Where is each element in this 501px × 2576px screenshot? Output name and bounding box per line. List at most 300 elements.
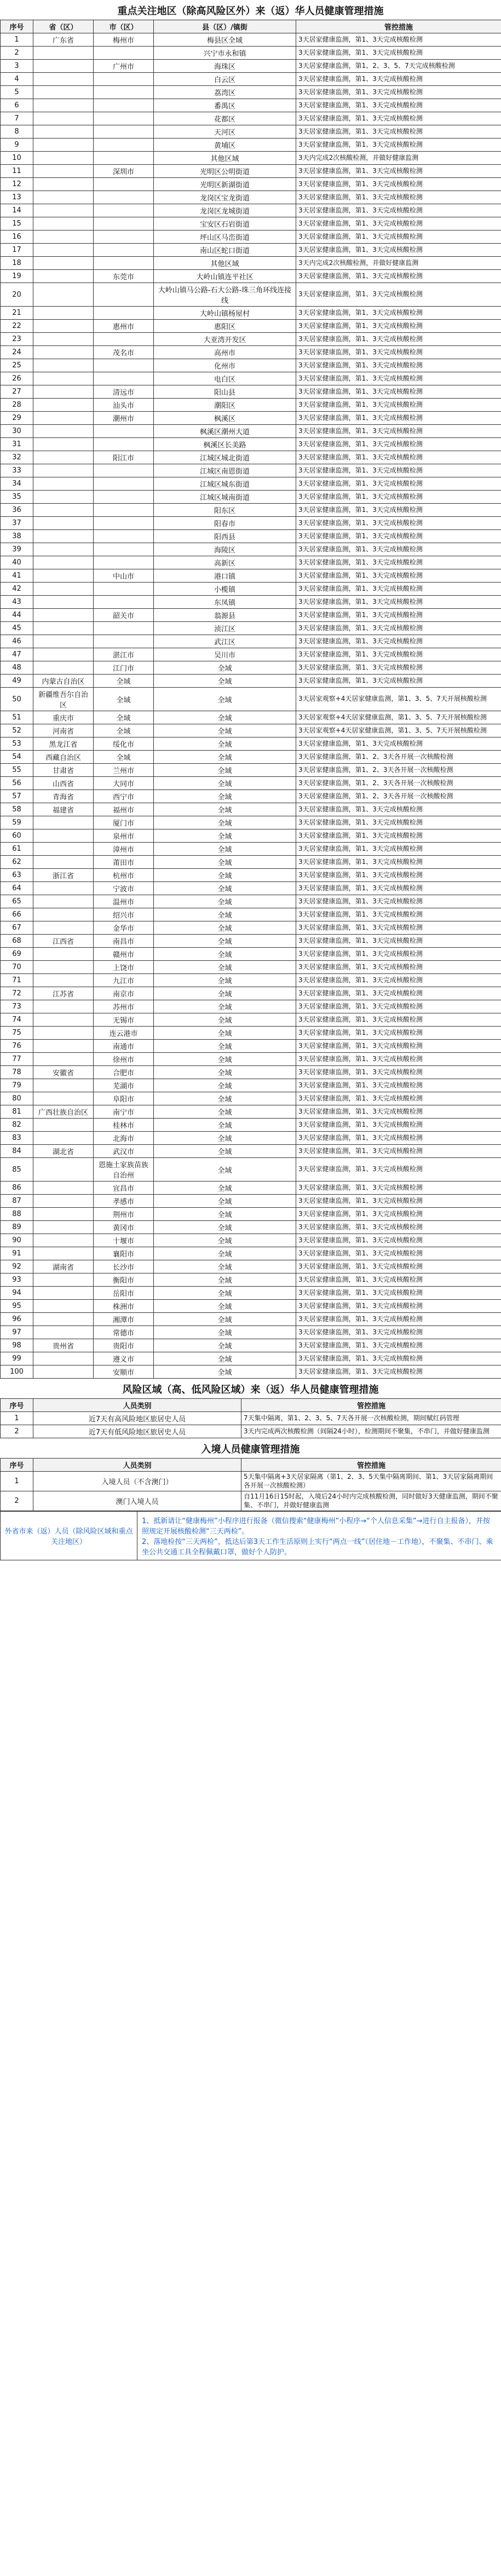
row-province — [33, 86, 94, 99]
row-measure: 3天居家健康监测，第1、3天完成核酸检测 — [296, 622, 501, 635]
row-no: 41 — [1, 569, 33, 583]
row-city: 福州市 — [94, 803, 154, 816]
row-measure: 3天居家健康监测，第1、3天完成核酸检测 — [296, 359, 501, 372]
row-city: 连云港市 — [94, 1027, 154, 1040]
table-row — [1, 609, 501, 622]
row-measure: 3天居家健康监测，第1、3天完成核酸检测 — [296, 112, 501, 125]
row-province: 新疆维吾尔自治区 — [33, 688, 94, 711]
row-measure: 3天居家观察+4天居家健康监测，第1、3、5、7天开展核酸检测 — [296, 688, 501, 711]
row-county: 阳山县 — [154, 385, 296, 399]
row-province — [33, 244, 94, 257]
table-row — [1, 530, 501, 543]
row-no: 14 — [1, 204, 33, 217]
table-row — [1, 477, 501, 491]
row-province — [33, 569, 94, 583]
row-no: 76 — [1, 1040, 33, 1053]
row-city: 莆田市 — [94, 856, 154, 869]
row-province — [33, 464, 94, 477]
row-county: 全域 — [154, 1092, 296, 1105]
row-measure: 3天内完成2次核酸检测，并做好健康监测 — [296, 257, 501, 270]
row-city: 宁波市 — [94, 882, 154, 895]
row-measure: 3天居家健康监测，第1、3天完成核酸检测 — [296, 230, 501, 244]
row-city: 湛江市 — [94, 648, 154, 661]
row-province — [33, 359, 94, 372]
row-no: 46 — [1, 635, 33, 648]
row-county: 全域 — [154, 1182, 296, 1195]
row-county: 全域 — [154, 856, 296, 869]
row-measure: 3天居家健康监测，第1、3天完成核酸检测 — [296, 596, 501, 609]
row-no: 42 — [1, 583, 33, 596]
row-province — [33, 191, 94, 204]
table-row — [1, 1013, 501, 1027]
row-province: 河南省 — [33, 724, 94, 737]
row-province — [33, 635, 94, 648]
row-measure: 3天居家健康监测，第1、2、3天各开展一次核酸检测 — [296, 777, 501, 790]
row-measure: 7天集中隔离，第1、2、3、5、7天各开展一次核酸检测，期间赋红码管理 — [241, 1412, 501, 1425]
row-measure: 3天居家健康监测，第1、3天完成核酸检测 — [296, 1287, 501, 1300]
row-province — [33, 1326, 94, 1339]
row-county: 全域 — [154, 908, 296, 921]
table-row — [1, 1182, 501, 1195]
table-row — [1, 517, 501, 530]
row-no: 50 — [1, 688, 33, 711]
row-county: 江城区城南街道 — [154, 491, 296, 504]
row-no: 52 — [1, 724, 33, 737]
row-county: 江城区城北街道 — [154, 451, 296, 464]
row-county: 宝安区石岩街道 — [154, 217, 296, 230]
row-province — [33, 1365, 94, 1379]
table-row — [1, 1412, 501, 1425]
row-county: 全域 — [154, 1145, 296, 1158]
row-province — [33, 882, 94, 895]
row-measure: 3天内完成2次核酸检测，并做好健康监测 — [296, 152, 501, 165]
notes-table — [0, 1511, 501, 1560]
row-city — [94, 333, 154, 346]
row-county: 全域 — [154, 935, 296, 948]
row-measure: 3天内完成两次核酸检测（间隔24小时），检测期间不聚集，不串门，并做好健康监测 — [241, 1425, 501, 1438]
row-county: 全域 — [154, 1158, 296, 1182]
row-county: 全域 — [154, 816, 296, 829]
row-city: 贵阳市 — [94, 1339, 154, 1352]
row-no: 51 — [1, 711, 33, 724]
row-county: 全域 — [154, 948, 296, 961]
row-county: 全域 — [154, 1066, 296, 1079]
risk-table-body — [1, 1412, 501, 1438]
row-county: 阳东区 — [154, 504, 296, 517]
row-no: 2 — [1, 1425, 33, 1438]
row-county: 全域 — [154, 1300, 296, 1313]
row-county: 全域 — [154, 1260, 296, 1273]
row-city — [94, 244, 154, 257]
table-row — [1, 882, 501, 895]
row-no: 10 — [1, 152, 33, 165]
row-county: 全域 — [154, 1208, 296, 1221]
row-no: 93 — [1, 1273, 33, 1287]
row-province — [33, 1092, 94, 1105]
row-city: 阳江市 — [94, 451, 154, 464]
row-province: 青海省 — [33, 790, 94, 803]
row-measure: 3天居家健康监测，第1、3天完成核酸检测 — [296, 1119, 501, 1132]
table-row — [1, 556, 501, 569]
table-row — [1, 711, 501, 724]
table-row — [1, 230, 501, 244]
row-no: 47 — [1, 648, 33, 661]
row-county: 全域 — [154, 1287, 296, 1300]
row-no: 5 — [1, 86, 33, 99]
row-no: 2 — [1, 47, 33, 60]
row-no: 49 — [1, 675, 33, 688]
row-city: 黄冈市 — [94, 1221, 154, 1234]
row-county: 全域 — [154, 1053, 296, 1066]
row-no: 37 — [1, 517, 33, 530]
table-row — [1, 1260, 501, 1273]
row-province: 广东省 — [33, 33, 94, 47]
row-county: 光明区公明街道 — [154, 165, 296, 178]
row-no: 94 — [1, 1287, 33, 1300]
row-province: 广西壮族自治区 — [33, 1105, 94, 1119]
row-province — [33, 1313, 94, 1326]
row-province — [33, 829, 94, 843]
row-measure: 3天居家健康监测，第1、3天完成核酸检测 — [296, 333, 501, 346]
row-province — [33, 556, 94, 569]
row-county: 枫溪区 — [154, 412, 296, 425]
table-row — [1, 675, 501, 688]
row-province — [33, 257, 94, 270]
row-measure: 3天居家健康监测，第1、3天完成核酸检测 — [296, 270, 501, 283]
row-county: 全域 — [154, 777, 296, 790]
row-city — [94, 178, 154, 191]
row-no: 88 — [1, 1208, 33, 1221]
row-county: 全域 — [154, 1352, 296, 1365]
row-measure: 3天居家健康监测，第1、3天完成核酸检测 — [296, 412, 501, 425]
row-no: 38 — [1, 530, 33, 543]
table-row — [1, 688, 501, 711]
row-city: 长沙市 — [94, 1260, 154, 1273]
row-county: 全域 — [154, 675, 296, 688]
row-county: 坪山区马峦街道 — [154, 230, 296, 244]
row-measure: 3天居家健康监测，第1、3天完成核酸检测 — [296, 648, 501, 661]
row-city — [94, 438, 154, 451]
row-measure: 3天居家健康监测，第1、3天完成核酸检测 — [296, 675, 501, 688]
table-row — [1, 1053, 501, 1066]
row-measure: 3天居家健康监测，第1、3天完成核酸检测 — [296, 99, 501, 112]
row-city: 潮州市 — [94, 412, 154, 425]
row-no: 22 — [1, 320, 33, 333]
row-county: 天河区 — [154, 125, 296, 139]
row-city: 赣州市 — [94, 948, 154, 961]
table-row — [1, 856, 501, 869]
row-measure: 3天居家健康监测，第1、3天完成核酸检测 — [296, 843, 501, 856]
row-county: 全域 — [154, 829, 296, 843]
row-measure: 5天集中隔离+3天居家隔离（第1、2、3、5天集中隔离期间、第1、3天居家隔离期间各开展一次核酸检测） — [241, 1472, 501, 1491]
row-county: 全域 — [154, 1221, 296, 1234]
row-measure: 3天居家健康监测，第1、3天完成核酸检测 — [296, 737, 501, 751]
row-no: 19 — [1, 270, 33, 283]
row-county: 全域 — [154, 688, 296, 711]
row-city: 湘潭市 — [94, 1313, 154, 1326]
row-province — [33, 583, 94, 596]
risk-areas-table — [0, 1398, 501, 1438]
header-category: 人员类别 — [33, 1399, 241, 1412]
row-province — [33, 425, 94, 438]
table-row — [1, 217, 501, 230]
row-city: 惠州市 — [94, 320, 154, 333]
table-row — [1, 451, 501, 464]
header-category: 人员类别 — [33, 1459, 241, 1472]
row-province: 湖南省 — [33, 1260, 94, 1273]
table-row — [1, 803, 501, 816]
row-city: 合肥市 — [94, 1066, 154, 1079]
row-city: 兰州市 — [94, 764, 154, 777]
row-county: 阳春市 — [154, 517, 296, 530]
row-measure: 3天居家健康监测，第1、3天完成核酸检测 — [296, 517, 501, 530]
row-no: 64 — [1, 882, 33, 895]
row-province — [33, 1000, 94, 1013]
header-measure: 管控措施 — [241, 1459, 501, 1472]
row-province — [33, 609, 94, 622]
row-measure: 3天居家健康监测，第1、3天完成核酸检测 — [296, 1182, 501, 1195]
row-city: 南昌市 — [94, 935, 154, 948]
row-measure: 3天居家健康监测，第1、3天完成核酸检测 — [296, 491, 501, 504]
row-no: 58 — [1, 803, 33, 816]
row-city: 深圳市 — [94, 165, 154, 178]
row-measure: 3天居家健康监测，第1、3天完成核酸检测 — [296, 125, 501, 139]
row-measure: 3天居家健康监测，第1、3天完成核酸检测 — [296, 73, 501, 86]
row-city — [94, 204, 154, 217]
row-city — [94, 230, 154, 244]
row-county: 黄埔区 — [154, 139, 296, 152]
row-measure: 3天居家健康监测，第1、3天完成核酸检测 — [296, 803, 501, 816]
table-row — [1, 346, 501, 359]
focus-areas-table — [0, 20, 501, 1379]
row-measure: 3天居家健康监测，第1、3天完成核酸检测 — [296, 320, 501, 333]
row-measure: 3天居家健康监测，第1、3天完成核酸检测 — [296, 244, 501, 257]
row-county: 全域 — [154, 1195, 296, 1208]
row-measure: 3天居家健康监测，第1、3天完成核酸检测 — [296, 856, 501, 869]
table-row — [1, 244, 501, 257]
row-province: 安徽省 — [33, 1066, 94, 1079]
table-row — [1, 399, 501, 412]
row-province — [33, 125, 94, 139]
row-no: 2 — [1, 1491, 33, 1511]
table-row — [1, 1352, 501, 1365]
row-no: 29 — [1, 412, 33, 425]
row-no: 71 — [1, 974, 33, 987]
row-province — [33, 895, 94, 908]
row-measure: 3天居家健康监测，第1、3天完成核酸检测 — [296, 425, 501, 438]
row-province — [33, 1013, 94, 1027]
table-row — [1, 1040, 501, 1053]
row-city: 茂名市 — [94, 346, 154, 359]
row-county: 全域 — [154, 790, 296, 803]
row-measure: 3天居家健康监测，第1、3天完成核酸检测 — [296, 1313, 501, 1326]
row-county: 全域 — [154, 1079, 296, 1092]
row-county: 全域 — [154, 1040, 296, 1053]
row-city: 苏州市 — [94, 1000, 154, 1013]
row-province: 福建省 — [33, 803, 94, 816]
notes-content — [137, 1512, 501, 1560]
row-no: 17 — [1, 244, 33, 257]
row-city — [94, 491, 154, 504]
row-measure: 3天居家健康监测，第1、3天完成核酸检测 — [296, 1145, 501, 1158]
row-city: 韶关市 — [94, 609, 154, 622]
row-no: 33 — [1, 464, 33, 477]
row-county: 荔湾区 — [154, 86, 296, 99]
row-measure: 3天居家健康监测，第1、3天完成核酸检测 — [296, 204, 501, 217]
row-city: 武汉市 — [94, 1145, 154, 1158]
row-measure: 3天居家健康监测，第1、3天完成核酸检测 — [296, 1326, 501, 1339]
row-county: 翁源县 — [154, 609, 296, 622]
table-row — [1, 1221, 501, 1234]
row-measure: 3天居家健康监测，第1、3天完成核酸检测 — [296, 869, 501, 882]
row-no: 55 — [1, 764, 33, 777]
row-no: 69 — [1, 948, 33, 961]
row-no: 70 — [1, 961, 33, 974]
table-row — [1, 1066, 501, 1079]
row-province — [33, 543, 94, 556]
row-city: 十堰市 — [94, 1234, 154, 1247]
row-no: 74 — [1, 1013, 33, 1027]
row-measure: 3天居家健康监测，第1、3天完成核酸检测 — [296, 1066, 501, 1079]
row-measure: 3天居家健康监测，第1、3天完成核酸检测 — [296, 451, 501, 464]
row-county: 龙岗区龙城街道 — [154, 204, 296, 217]
row-no: 87 — [1, 1195, 33, 1208]
row-measure: 3天居家健康监测，第1、3天完成核酸检测 — [296, 385, 501, 399]
row-county: 全域 — [154, 921, 296, 935]
row-no: 1 — [1, 33, 33, 47]
row-no: 6 — [1, 99, 33, 112]
row-city — [94, 517, 154, 530]
table-row — [1, 320, 501, 333]
table-row — [1, 1472, 501, 1491]
table-row — [1, 165, 501, 178]
row-province — [33, 1053, 94, 1066]
row-measure: 3天居家健康监测，第1、3天完成核酸检测 — [296, 1208, 501, 1221]
table-row — [1, 1365, 501, 1379]
row-city: 恩施土家族苗族自治州 — [94, 1158, 154, 1182]
row-no: 8 — [1, 125, 33, 139]
table-row — [1, 948, 501, 961]
row-no: 4 — [1, 73, 33, 86]
row-city: 温州市 — [94, 895, 154, 908]
row-measure: 3天居家健康监测，第1、3天完成核酸检测 — [296, 438, 501, 451]
row-province — [33, 283, 94, 307]
row-county: 浈江区 — [154, 622, 296, 635]
table-row — [1, 270, 501, 283]
row-measure: 3天居家健康监测，第1、3天完成核酸检测 — [296, 921, 501, 935]
row-city — [94, 99, 154, 112]
row-county: 枫溪区长美路 — [154, 438, 296, 451]
row-county: 大亚湾开发区 — [154, 333, 296, 346]
row-city: 常德市 — [94, 1326, 154, 1339]
row-no: 13 — [1, 191, 33, 204]
row-county: 大岭山镇连平社区 — [154, 270, 296, 283]
row-province: 甘肃省 — [33, 764, 94, 777]
row-county: 大岭山镇马公路-石大公路-珠三角环线连接线 — [154, 283, 296, 307]
row-province — [33, 412, 94, 425]
row-measure: 3天居家健康监测，第1、3天完成核酸检测 — [296, 307, 501, 320]
row-no: 89 — [1, 1221, 33, 1234]
row-county: 全域 — [154, 1027, 296, 1040]
section-title-1: 重点关注地区（除高风险区外）来（返）华人员健康管理措施 — [117, 5, 384, 17]
table-row — [1, 569, 501, 583]
row-measure: 3天居家健康监测，第1、3天完成核酸检测 — [296, 1079, 501, 1092]
header-no: 序号 — [1, 1399, 33, 1412]
row-county: 全域 — [154, 661, 296, 675]
table-row — [1, 777, 501, 790]
row-county: 全域 — [154, 1339, 296, 1352]
row-city — [94, 622, 154, 635]
row-no: 85 — [1, 1158, 33, 1182]
table-row — [1, 935, 501, 948]
row-province — [33, 307, 94, 320]
row-province — [33, 346, 94, 359]
row-measure: 3天居家健康监测，第1、3天完成核酸检测 — [296, 477, 501, 491]
row-county: 全域 — [154, 1313, 296, 1326]
row-county: 全域 — [154, 711, 296, 724]
row-province — [33, 230, 94, 244]
row-measure: 3天居家健康监测，第1、3天完成核酸检测 — [296, 1273, 501, 1287]
row-province — [33, 1300, 94, 1313]
table-row — [1, 283, 501, 307]
row-no: 31 — [1, 438, 33, 451]
row-province — [33, 908, 94, 921]
row-city: 全域 — [94, 675, 154, 688]
table-row — [1, 73, 501, 86]
row-province — [33, 843, 94, 856]
row-measure: 3天居家健康监测，第1、3天完成核酸检测 — [296, 1221, 501, 1234]
row-county: 全域 — [154, 974, 296, 987]
row-no: 40 — [1, 556, 33, 569]
table-row — [1, 648, 501, 661]
table-row — [1, 257, 501, 270]
row-city: 岳阳市 — [94, 1287, 154, 1300]
row-city: 厦门市 — [94, 816, 154, 829]
row-county: 南山区蛇口街道 — [154, 244, 296, 257]
table-row — [1, 204, 501, 217]
row-province — [33, 1079, 94, 1092]
row-city: 襄阳市 — [94, 1247, 154, 1260]
table-row — [1, 464, 501, 477]
header-measure: 管控措施 — [296, 20, 501, 33]
row-province: 黑龙江省 — [33, 737, 94, 751]
row-city: 衡阳市 — [94, 1273, 154, 1287]
row-measure: 3天居家健康监测，第1、3天完成核酸检测 — [296, 1365, 501, 1379]
row-measure: 3天居家健康监测，第1、3天完成核酸检测 — [296, 556, 501, 569]
row-measure: 3天居家健康监测，第1、3天完成核酸检测 — [296, 1300, 501, 1313]
row-county: 潮阳区 — [154, 399, 296, 412]
row-measure: 3天居家健康监测，第1、3天完成核酸检测 — [296, 948, 501, 961]
row-measure: 3天居家健康监测，第1、3天完成核酸检测 — [296, 635, 501, 648]
row-province — [33, 530, 94, 543]
row-province — [33, 60, 94, 73]
note-2: 2、落地检按“三天两检”，抵达后第3天工作生活原则上实行“两点一线”（居住地－工作地），不聚集、不串门、乘坐公共交通工具全程佩戴口罩，做好个人防护。 — [142, 1538, 493, 1557]
table-row — [1, 47, 501, 60]
row-no: 39 — [1, 543, 33, 556]
row-no: 1 — [1, 1412, 33, 1425]
entry-table — [0, 1458, 501, 1511]
table-row — [1, 1234, 501, 1247]
row-measure: 3天居家健康监测，第1、3天完成核酸检测 — [296, 47, 501, 60]
row-measure: 3天居家健康监测，第1、3天完成核酸检测 — [296, 1132, 501, 1145]
row-province — [33, 856, 94, 869]
row-province — [33, 1287, 94, 1300]
table-row — [1, 724, 501, 737]
row-province — [33, 816, 94, 829]
row-measure: 3天居家健康监测，第1、3天完成核酸检测 — [296, 86, 501, 99]
row-no: 80 — [1, 1092, 33, 1105]
table-row — [1, 1247, 501, 1260]
